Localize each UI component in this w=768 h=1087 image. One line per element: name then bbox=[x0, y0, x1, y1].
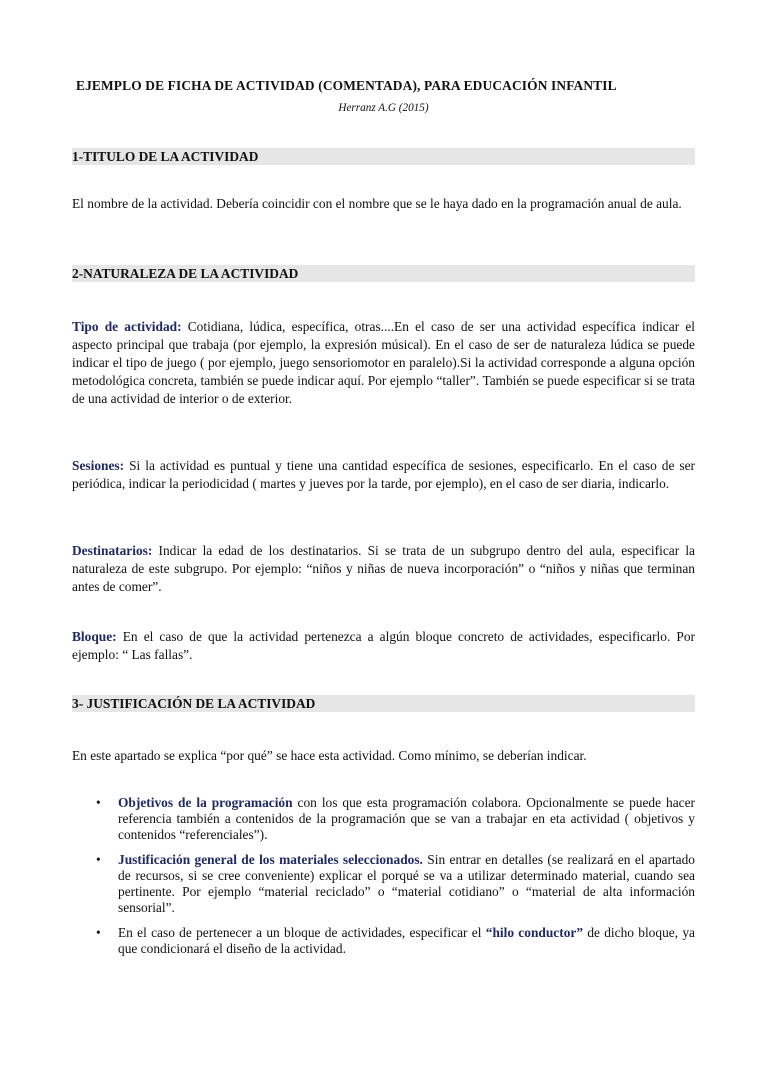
sesiones-paragraph bbox=[72, 457, 695, 493]
bullet-icon: • bbox=[96, 925, 101, 940]
bloque-paragraph bbox=[72, 628, 695, 664]
bullet-icon: • bbox=[96, 852, 101, 867]
sesiones-text: Si la actividad es puntual y tiene una cantidad específica de sesiones, especificarlo. En el caso de ser periódica, indicar la periodicidad ( martes y jueves por la tarde, por ejemplo), en el caso de ser diaria, indicarlo. bbox=[72, 458, 695, 491]
tipo-actividad-label: Tipo de actividad: bbox=[72, 319, 182, 334]
section-heading-2 bbox=[72, 265, 695, 282]
list-item bbox=[72, 852, 695, 916]
list-item bbox=[72, 925, 695, 957]
list-item-pre: En el caso de pertenecer a un bloque de actividades, especificar el bbox=[118, 925, 486, 940]
destinatarios-label: Destinatarios: bbox=[72, 543, 153, 558]
tipo-actividad-paragraph bbox=[72, 318, 695, 408]
section-heading-2-text: 2-NATURALEZA DE LA ACTIVIDAD bbox=[72, 266, 299, 281]
bloque-label: Bloque: bbox=[72, 629, 117, 644]
section-heading-1 bbox=[72, 148, 695, 165]
document-author: Herranz A.G (2015) bbox=[338, 102, 429, 114]
list-item-text: Sin entrar en detalles (se realizará en el apartado de recursos, si se cree conveniente) explicar el porqué se va a utilizar determinado material, cuando sea pertinente. Por ejemplo “material reciclado” o “material cotidiano” o “material de alta información sensorial”. bbox=[118, 852, 695, 915]
tipo-actividad-text: Cotidiana, lúdica, específica, otras....En el caso de ser una actividad específica indicar el aspecto principal que trabaja (por ejemplo, la expresión músical). En el caso de ser de naturaleza lúdica se puede indicar el tipo de juego ( por ejemplo, juego sensoriomotor en paralelo).Si la actividad corresponde a alguna opción metodológica concreta, también se puede indicar aquí. Por ejemplo “taller”. También se puede especificar si se trata de una actividad de interior o de exterior. bbox=[72, 319, 695, 406]
list-item-lead: Objetivos de la programación bbox=[118, 795, 293, 810]
bullet-icon: • bbox=[96, 795, 101, 810]
section-heading-3 bbox=[72, 695, 695, 712]
list-item-lead: “hilo conductor” bbox=[485, 925, 584, 940]
list-item-text: de dicho bloque, ya que condicionará el diseño de la actividad. bbox=[118, 925, 695, 956]
section-3-intro: En este apartado se explica “por qué” se hace esta actividad. Como mínimo, se deberían indicar. bbox=[72, 748, 587, 763]
section-heading-1-text: 1-TITULO DE LA ACTIVIDAD bbox=[72, 149, 259, 164]
justification-list bbox=[72, 795, 695, 966]
destinatarios-text: Indicar la edad de los destinatarios. Si se trata de un subgrupo dentro del aula, especificar la naturaleza de este subgrupo. Por ejemplo: “niños y niñas de nueva incorporación” o “niños y niñas que terminan antes de comer”. bbox=[72, 543, 695, 594]
document-title: EJEMPLO DE FICHA DE ACTIVIDAD (COMENTADA), PARA EDUCACIÓN INFANTIL bbox=[76, 78, 617, 93]
destinatarios-paragraph bbox=[72, 542, 695, 596]
list-item bbox=[72, 795, 695, 843]
list-item-lead: Justificación general de los materiales seleccionados. bbox=[118, 852, 423, 867]
sesiones-label: Sesiones: bbox=[72, 458, 125, 473]
bloque-text: En el caso de que la actividad pertenezca a algún bloque concreto de actividades, especificarlo. Por ejemplo: “ Las fallas”. bbox=[72, 629, 695, 662]
list-item-text: con los que esta programación colabora. Opcionalmente se puede hacer referencia también a contenidos de la programación que se van a trabajar en eta actividad ( objetivos y contenidos “referenciales”). bbox=[118, 795, 696, 842]
section-1-text: El nombre de la actividad. Debería coincidir con el nombre que se le haya dado en la programación anual de aula. bbox=[72, 196, 682, 211]
section-heading-3-text: 3- JUSTIFICACIÓN DE LA ACTIVIDAD bbox=[72, 696, 316, 711]
